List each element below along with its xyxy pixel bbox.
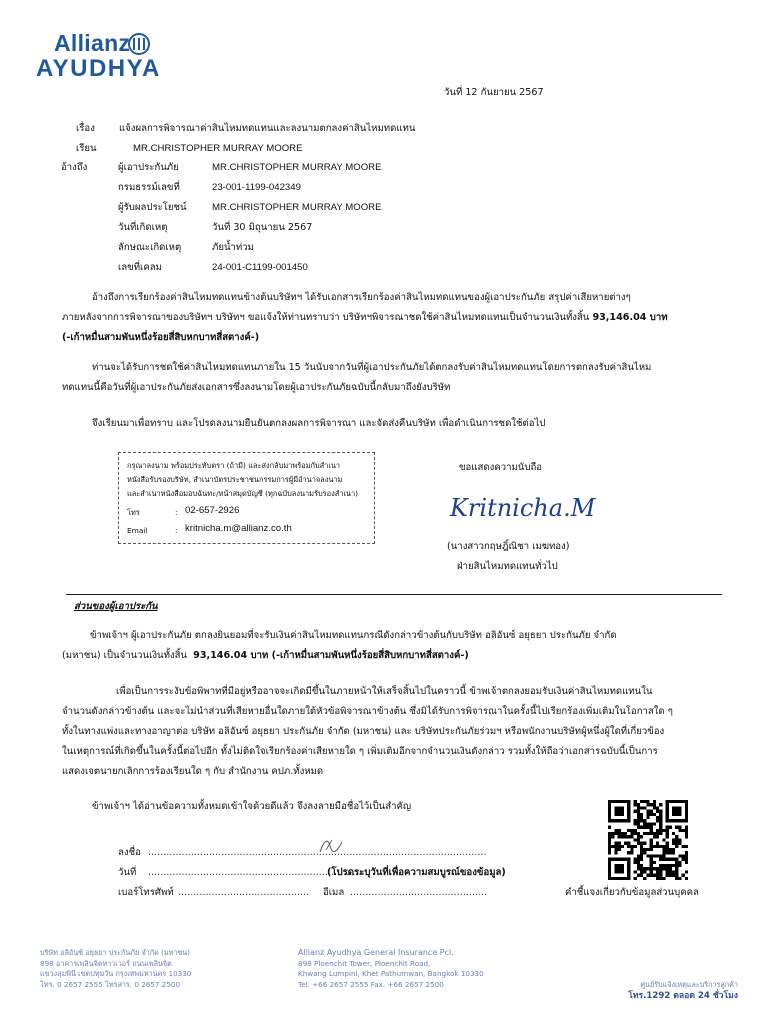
footer-th-line1: บริษัท อลิอันซ์ อยุธยา ประกันภัย จำกัด (มหาชน) [40, 948, 190, 957]
para1-line2: ภายหลังจากการพิจารณาของบริษัทฯ บริษัทฯ ขอแจ้งให้ท่านทราบว่า บริษัทฯพิจารณาชดใช้ค่าสินไหมทดแทนเป็นจำนวนเงินทั้งสิ้น [62, 312, 590, 323]
ref-label-beneficiary: ผู้รับผลประโยชน์ [118, 202, 187, 213]
footer-en-line2: 898 Ploenchit Tower, Ploenchit Road, [298, 958, 431, 968]
phone-label: เบอร์โทรศัพท์ [118, 887, 174, 898]
ref-value-claim-no: 24-001-C1199-001450 [212, 262, 308, 273]
claim-amount: 93,146.04 บาท [592, 312, 668, 323]
footer-th-line4: โทร. 0 2657 2555 โทรสาร. 0 2657 2500 [40, 979, 181, 989]
initial-scribble-icon [318, 836, 344, 856]
email-line[interactable]: ............................................. [350, 887, 488, 898]
ref-value-incident-date: วันที่ 30 มิถุนายน 2567 [212, 222, 313, 233]
claim-amount-words: (-เก้าหมื่นสามพันหนึ่งร้อยสี่สิบหกบาทสี่สตางค์-) [62, 332, 260, 343]
date-label: วันที่ [118, 867, 137, 878]
footer-th-line3: แขวงลุมพินี เขตปทุมวัน กรุงเทพมหานคร 10330 [40, 969, 192, 978]
terms-line1: เพื่อเป็นการระงับข้อพิพาทที่มีอยู่หรืออาจจะเกิดมีขึ้นในภายหน้าให้เสร็จสิ้นไปในคราวนี้ ข้าพเจ้าตกลงยอมรับเงินค่าสินไหมทดแทนใน [116, 686, 653, 697]
footer-en-line4: Tel. +66 2657 2555 Fax. +66 2657 2500 [298, 979, 444, 989]
hotline-label: ศูนย์รับแจ้งเหตุและบริการลูกค้า [640, 980, 738, 989]
allianz-eagle-icon [128, 33, 150, 55]
to-label: เรียน [76, 143, 97, 154]
footer-en-line3: Khwang Lumpini, Khet Pathumwan, Bangkok 10330 [298, 969, 484, 978]
ref-value-insured: MR.CHRISTOPHER MURRAY MOORE [212, 162, 382, 173]
subject-text: แจ้งผลการพิจารณาค่าสินไหมทดแทนและลงนามตกลงค่าสินไหมทดแทน [119, 123, 416, 134]
ref-value-policy: 23-001-1199-042349 [212, 182, 301, 193]
box-email: kritnicha.m@allianz.co.th [185, 523, 292, 534]
footer-thai-address [40, 948, 191, 990]
box-tel-label: โทร [127, 508, 140, 517]
box-email-label: Email [127, 526, 148, 535]
ref-label-incident-type: ลักษณะเกิดเหตุ [118, 242, 182, 253]
hotline-number: โทร.1292 ตลอด 24 ชั่วโมง [628, 990, 738, 1001]
signer-department: ฝ่ายสินไหมทดแทนทั่วไป [457, 561, 558, 572]
sign-line[interactable]: ............................................................................................................... [148, 847, 487, 858]
regards-text: ขอแสดงความนับถือ [459, 462, 543, 473]
payment-timing-paragraph [62, 358, 710, 398]
insured-acceptance-paragraph [62, 626, 710, 666]
terms-line2: จำนวนดังกล่าวข้างต้น และจะไม่นำส่วนที่เสียหายอื่นใดภายใต้หัวข้อพิจารณาข้างต้น ซึ่งมิได้รับการพิจารณาในครั้งนี้ไปเรียกร้องเพิ่มเติมในโอกาสใด ๆ [62, 706, 673, 717]
footer-en-line1: Allianz Ayudhya General Insurance Pcl. [298, 948, 454, 957]
letter-date: วันที่ 12 กันยายน 2567 [444, 87, 544, 98]
qr-caption: คำชี้แจงเกี่ยวกับข้อมูลส่วนบุคคล [565, 887, 699, 898]
ref-label-policy: กรมธรรม์เลขที่ [118, 182, 180, 193]
date-line[interactable]: ........................................................................ [148, 867, 368, 878]
box-line1: กรุณาลงนาม พร้อมประทับตรา (ถ้ามี) และส่งกลับมาพร้อมกับสำเนา [127, 461, 341, 470]
ref-label-incident-date: วันที่เกิดเหตุ [118, 222, 168, 233]
footer-hotline [616, 980, 738, 1001]
ref-label-insured: ผู้เอาประกันภัย [118, 162, 179, 173]
box-line3: และสำเนาหนังสือมอบฉันทะ/หน้าสมุดบัญชี (ทุกฉบับลงนามรับรองสำเนา) [127, 489, 358, 498]
date-note: (โปรดระบุวันที่เพื่อความสมบูรณ์ของข้อมูล) [327, 867, 506, 878]
insured-p1-line1: ข้าพเจ้าฯ ผู้เอาประกันภัย ตกลงยินยอมที่จะรับเงินค่าสินไหมทดแทนกรณีดังกล่าวข้างต้นกับบริษัท อลิอันซ์ อยุธยา ประกันภัย จำกัด [90, 630, 617, 641]
insured-p1-line2: (มหาชน) เป็นจำนวนเงินทั้งสิ้น [62, 650, 188, 661]
para2-line1: ท่านจะได้รับการชดใช้ค่าสินไหมทดแทนภายใน 15 วันนับจากวันที่ผู้เอาประกันภัยได้ตกลงรับค่าสินไหมทดแทนโดยการตกลงรับค่าสินไหม [92, 362, 652, 373]
acknowledgement-text: ข้าพเจ้าฯ ได้อ่านข้อความทั้งหมดเข้าใจด้วยดีแล้ว จึงลงลายมือชื่อไว้เป็นสำคัญ [92, 801, 412, 812]
sign-label: ลงชื่อ [118, 847, 141, 858]
reference-label: อ้างถึง [61, 162, 88, 173]
ref-value-incident-type: ภัยน้ำท่วม [212, 242, 254, 253]
box-line2: หนังสือรับรองบริษัท, สำเนาบัตรประชาชนกรรมการผู้มีอำนาจลงนาม [127, 475, 343, 484]
contact-instructions-box: กรุณาลงนาม พร้อมประทับตรา (ถ้ามี) และส่งกลับมาพร้อมกับสำเนา หนังสือรับรองบริษัท, สำเนาบัตรประชาชนกรรมการผู้มีอำนาจลงนาม และสำเนาหนังสือมอบฉันทะ/หน้าสมุดบัญชี (ทุกฉบับลงนามรับรองสำเนา) โทร : 02-657-2926 Email : kritnicha.m@allianz.co.th [118, 452, 375, 544]
ayudhya-logo-text: AYUDHYA [36, 55, 161, 82]
terms-line3: ทั้งในทางแพ่งและทางอาญาต่อ บริษัท อลิอันซ์ อยุธยา ประกันภัย จำกัด (มหาชน) และ บริษัทประกันภัยร่วมฯ หรือพนักงานบริษัทผู้หนึ่งผู้ใดที่เกี่ยวข้อง [62, 726, 665, 737]
footer-th-line2: 898 อาคารเพลินจิตทาวเวอร์ ถนนเพลินจิต [40, 958, 172, 968]
phone-line[interactable]: ........................................... [178, 887, 310, 898]
para2-line2: ทดแทนนี้คือวันที่ผู้เอาประกันภัยส่งเอกสารซึ่งลงนามโดยผู้เอาประกันภัยฉบับนี้กลับมาถึงยังบริษัท [62, 382, 451, 393]
privacy-qr-code-icon[interactable] [608, 800, 688, 880]
email-label: อีเมล [323, 887, 345, 898]
handwritten-signature: Kritnicha.M [450, 494, 596, 522]
para1-line1: อ้างถึงการเรียกร้องค่าสินไหมทดแทนข้างต้นบริษัทฯ ได้รับเอกสารเรียกร้องค่าสินไหมทดแทนของผู้เอาประกันภัย สรุปค่าเสียหายต่างๆ [92, 292, 631, 303]
ref-label-claim-no: เลขที่เคลม [118, 262, 162, 273]
to-name: MR.CHRISTOPHER MURRAY MOORE [133, 143, 303, 154]
subject-label: เรื่อง [76, 123, 95, 134]
signer-name: (นางสาวกฤษฎิ์ณิชา เมฆทอง) [447, 541, 570, 552]
section-divider [66, 594, 722, 595]
terms-line4: ในเหตุการณ์ที่เกิดขึ้นในครั้งนี้ต่อไปอีก ทั้งไม่ติดใจเรียกร้องค่าเสียหายใด ๆ เพิ่มเติมอีกจากจำนวนเงินดังกล่าว รวมทั้งให้ถือว่าเอกสารฉบับนี้เป็นการ [62, 746, 658, 757]
box-tel: 02-657-2926 [185, 505, 240, 516]
insured-amount: 93,146.04 บาท (-เก้าหมื่นสามพันหนึ่งร้อยสี่สิบหกบาทสี่สตางค์-) [193, 650, 469, 661]
claim-result-paragraph [62, 288, 710, 348]
terms-line5: แสดงเจตนายกเลิกการร้องเรียนใด ๆ กับ สำนักงาน คปภ.ทั้งหมด [62, 766, 324, 777]
settlement-terms-paragraph [62, 682, 710, 782]
insured-section-heading: ส่วนของผู้เอาประกัน [74, 601, 158, 612]
footer-english-address [298, 948, 484, 990]
closing-paragraph: จึงเรียนมาเพื่อทราบ และโปรดลงนามยืนยันตกลงผลการพิจารณา และจัดส่งคืนบริษัท เพื่อดำเนินการชดใช้ต่อไป [92, 418, 546, 429]
allianz-logo-text: Allianz [54, 30, 131, 56]
ref-value-beneficiary: MR.CHRISTOPHER MURRAY MOORE [212, 202, 382, 213]
